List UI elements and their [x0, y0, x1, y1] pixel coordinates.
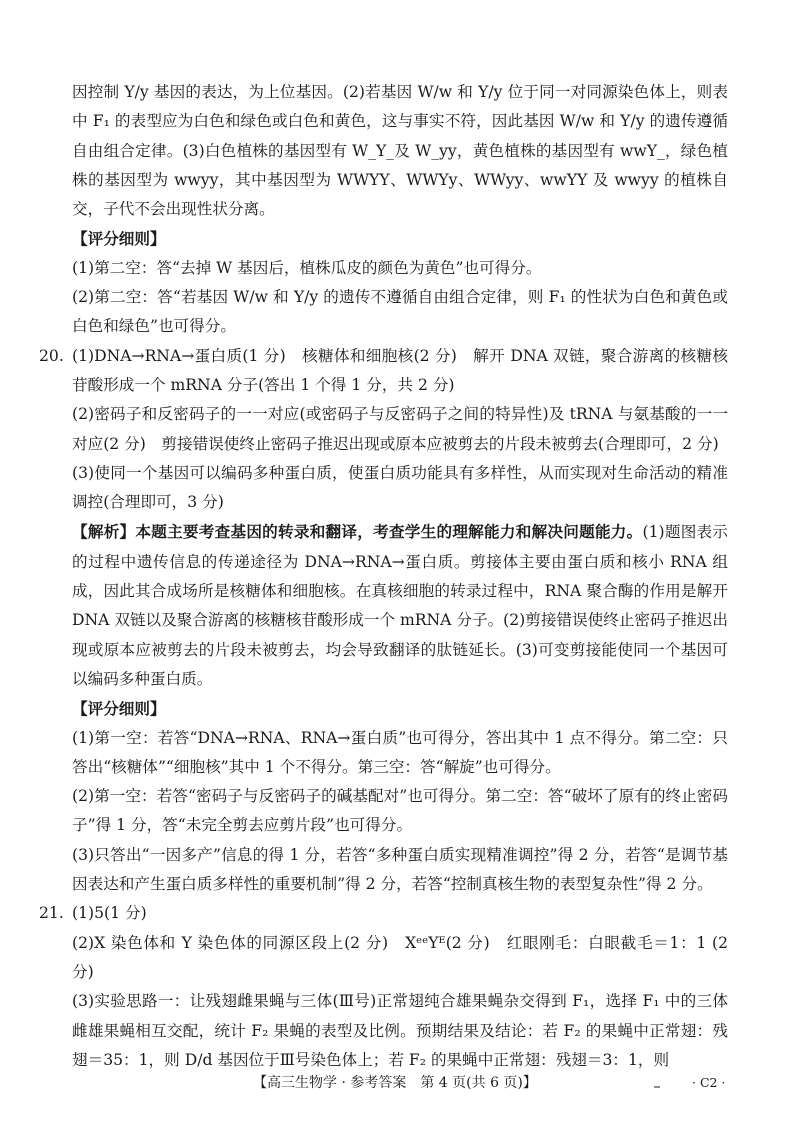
analysis-paragraph — [72, 517, 728, 694]
footer-label: 【高三生物学 · 参考答案 第 4 页(共 6 页)】 — [253, 1075, 537, 1091]
scoring-rule: (1)第一空：若答“DNA→RNA、RNA→蛋白质”也可得分，答出其中 1 点不得分。第二空：只答出“核糖体”“细胞核”其中 1 个不得分。第三空：答“解旋”也可得分。 — [72, 728, 728, 776]
answer-part: (3)实验思路一：让残翅雌果蝇与三体(Ⅲ号)正常翅纯合雄果蝇杂交得到 F₁，选择 F₁ 中的三体雌雄果蝇相互交配，统计 F₂ 果蝇的表型及比例。预期结果及结论：若 F₂ 的果蝇中正常翅：残翅＝35：1，则 D/d 基因位于Ⅲ号染色体上；若 F₂ 的果蝇中正常翅：残翅＝3：1，则 — [72, 992, 728, 1069]
scoring-rule: (2)第二空：答“若基因 W/w 和 Y/y 的遗传不遵循自由组合定律，则 F₁ 的性状为白色和黄色或白色和绿色”也可得分。 — [72, 288, 728, 336]
answer-part: (1)5(1 分) — [72, 904, 147, 923]
question-number: 21. — [39, 904, 64, 923]
question-21 — [39, 899, 728, 928]
footer-mark: ‗ — [654, 1074, 660, 1088]
scoring-rules-heading: 【评分细则】 — [72, 699, 166, 719]
answer-part: (3)使同一个基因可以编码多种蛋白质，使蛋白质功能具有多样性，从而实现对生命活动的精准调控(合理即可，3 分) — [72, 463, 728, 512]
scoring-rule: (2)第一空：若答“密码子与反密码子的碱基配对”也可得分。第二空：答“破坏了原有的终止密码子”得 1 分，答“未完全剪去应剪片段”也可得分。 — [72, 787, 728, 835]
analysis-lead: 【解析】本题主要考查基因的转录和翻译，考查学生的理解能力和解决问题能力。 — [72, 522, 643, 542]
scoring-rule: (1)第二空：答“去掉 W 基因后，植株瓜皮的颜色为黄色”也可得分。 — [72, 258, 542, 277]
answer-part: (2)X 染色体和 Y 染色体的同源区段上(2 分) XᵉᵉYᴱ(2 分) 红眼刚毛：白眼截毛＝1：1 (2 分) — [72, 933, 728, 981]
scoring-rule: (3)只答出“一因多产”信息的得 1 分，若答“多种蛋白质实现精准调控”得 2 分，若答“是调节基因表达和产生蛋白质多样性的重要机制”得 2 分，若答“控制真核生物的表型复杂性”得 2 分。 — [72, 845, 728, 894]
question-20 — [39, 342, 728, 401]
question-number: 20. — [39, 346, 64, 365]
answer-part: (1)DNA→RNA→蛋白质(1 分) 核糖体和细胞核(2 分) 解开 DNA 双链，聚合游离的核糖核苷酸形成一个 mRNA 分子(答出 1 个得 1 分，共 2 分) — [72, 346, 728, 394]
footer-code: · C2 · — [692, 1075, 726, 1090]
answer-part: (2)密码子和反密码子的一一对应(或密码子与反密码子之间的特异性)及 tRNA 与氨基酸的一一对应(2 分) 剪接错误使终止密码子推迟出现或原本应被剪去的片段未被剪去(合理即可，2 分) — [72, 405, 728, 453]
scoring-rules-heading: 【评分细则】 — [72, 229, 166, 249]
analysis-body: (1)题图表示的过程中遗传信息的传递途径为 DNA→RNA→蛋白质。剪接体主要由蛋白质和核小 RNA 组成，因此其合成场所是核糖体和细胞核。在真核细胞的转录过程中，RNA 聚合酶的作用是解开 DNA 双链以及聚合游离的核糖核苷酸形成一个 mRNA 分子。(2)剪接错误使终止密码子推迟出现或原本应被剪去的片段未被剪去，均会导致翻译的肽链延长。(3)可变剪接能使同一个基因可以编码多种蛋白质。 — [72, 523, 728, 688]
answer-page — [39, 78, 728, 1075]
paragraph-genetics-explanation: 因控制 Y/y 基因的表达，为上位基因。(2)若基因 W/w 和 Y/y 位于同一对同源染色体上，则表中 F₁ 的表型应为白色和绿色或白色和黄色，这与事实不符，因此基因 W/w 和 Y/y 的遗传遵循自由组合定律。(3)白色植株的基因型有 W_Y_及 W_yy，黄色植株的基因型有 wwY_，绿色植株的基因型为 wwyy，其中基因型为 WWYY、WWYy、WWyy、wwYY 及 wwyy 的植株自交，子代不会出现性状分离。 — [72, 83, 728, 219]
